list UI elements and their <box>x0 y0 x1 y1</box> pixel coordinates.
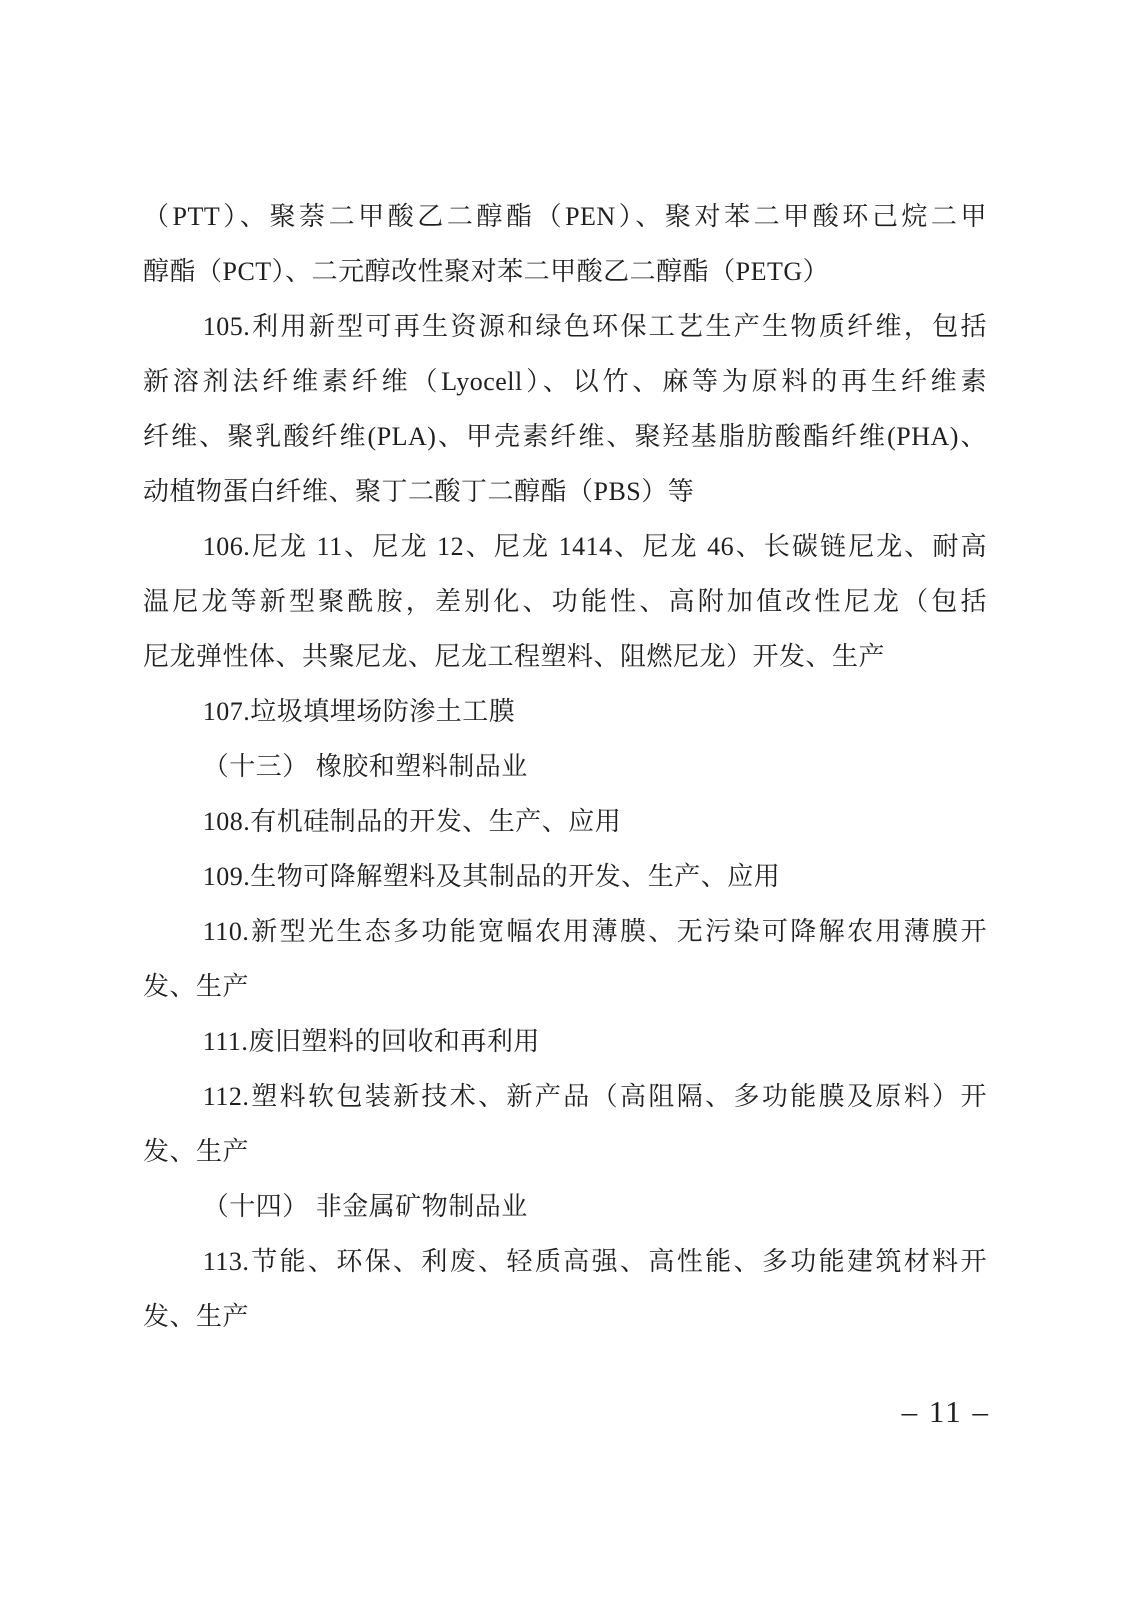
text-line: 110.新型光生态多功能宽幅农用薄膜、无污染可降解农用薄膜开 <box>202 917 987 946</box>
list-item-paragraph <box>143 904 987 1014</box>
text-line: 113.节能、环保、利废、轻质高强、高性能、多功能建筑材料开 <box>202 1247 987 1276</box>
list-item-paragraph <box>143 849 987 904</box>
text-line: 108.有机硅制品的开发、生产、应用 <box>202 807 622 836</box>
text-line: 112.塑料软包装新技术、新产品（高阻隔、多功能膜及原料）开 <box>202 1082 987 1111</box>
document-body <box>143 189 987 1344</box>
text-line: （PTT）、聚萘二甲酸乙二醇酯（PEN）、聚对苯二甲酸环己烷二甲 <box>143 202 987 231</box>
page-number: – 11 – <box>901 1394 990 1429</box>
list-item-paragraph <box>143 684 987 739</box>
text-line: 109.生物可降解塑料及其制品的开发、生产、应用 <box>202 862 781 891</box>
text-line: 纤维、聚乳酸纤维(PLA)、甲壳素纤维、聚羟基脂肪酸酯纤维(PHA)、 <box>143 422 987 451</box>
list-item-paragraph <box>143 1234 987 1344</box>
text-line: 发、生产 <box>143 1137 250 1166</box>
text-line: 新溶剂法纤维素纤维（Lyocell）、以竹、麻等为原料的再生纤维素 <box>143 367 987 396</box>
text-line: 发、生产 <box>143 1302 250 1331</box>
continuation-paragraph <box>143 189 987 299</box>
text-line: 发、生产 <box>143 972 250 1001</box>
list-item-paragraph <box>143 1014 987 1069</box>
text-line: 107.垃圾填埋场防渗土工膜 <box>202 697 516 726</box>
list-item-paragraph <box>143 1069 987 1179</box>
list-item-paragraph <box>143 299 987 519</box>
text-line: 动植物蛋白纤维、聚丁二酸丁二醇酯（PBS）等 <box>143 477 695 506</box>
text-line: 111.废旧塑料的回收和再利用 <box>202 1027 540 1056</box>
text-line: 醇酯（PCT）、二元醇改性聚对苯二甲酸乙二醇酯（PETG） <box>143 257 830 286</box>
text-line: 105.利用新型可再生资源和绿色环保工艺生产生物质纤维，包括 <box>202 312 987 341</box>
text-line: 尼龙弹性体、共聚尼龙、尼龙工程塑料、阻燃尼龙）开发、生产 <box>143 642 886 671</box>
text-line: （十三） 橡胶和塑料制品业 <box>202 752 528 781</box>
section-heading <box>143 1179 987 1234</box>
section-heading <box>143 739 987 794</box>
text-line: 温尼龙等新型聚酰胺，差别化、功能性、高附加值改性尼龙（包括 <box>143 587 987 616</box>
text-line: （十四） 非金属矿物制品业 <box>202 1192 528 1221</box>
text-line: 106.尼龙 11、尼龙 12、尼龙 1414、尼龙 46、长碳链尼龙、耐高 <box>202 532 987 561</box>
list-item-paragraph <box>143 519 987 684</box>
list-item-paragraph <box>143 794 987 849</box>
